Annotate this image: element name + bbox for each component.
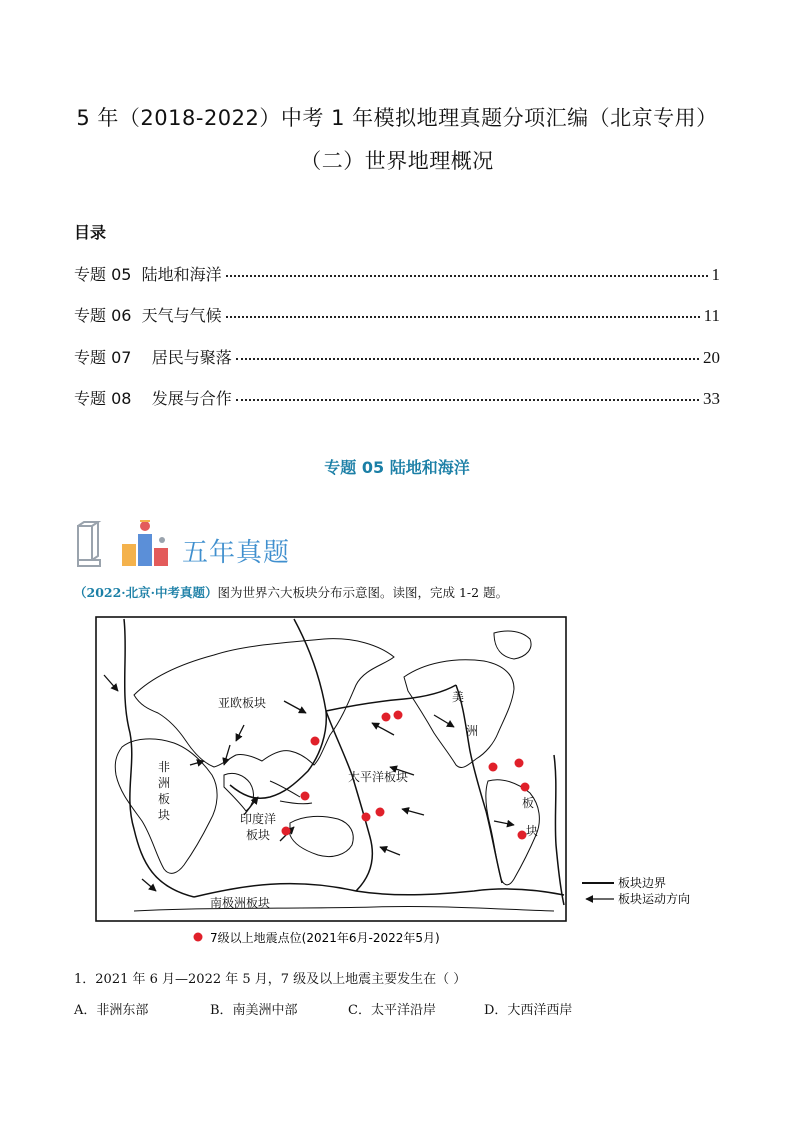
toc-heading: 目录 bbox=[74, 223, 107, 242]
label-america-bottom-1: 板 bbox=[522, 796, 535, 810]
quake-point bbox=[394, 711, 403, 720]
quake-point bbox=[489, 763, 498, 772]
label-africa-4: 块 bbox=[158, 808, 171, 822]
toc-leader bbox=[226, 275, 708, 277]
toc-item[interactable] bbox=[74, 345, 720, 368]
toc-leader bbox=[236, 399, 699, 401]
toc-item-label: 专题 05 陆地和海洋 bbox=[74, 265, 222, 284]
legend-movement-text: 板块运动方向 bbox=[618, 892, 691, 906]
toc-item-page: 33 bbox=[703, 389, 720, 408]
label-america-top-1: 美 bbox=[452, 690, 465, 704]
legend-quake-dot bbox=[194, 933, 203, 942]
toc-item-page: 1 bbox=[711, 265, 720, 284]
toc-item[interactable] bbox=[74, 386, 720, 409]
label-pacific: 太平洋板块 bbox=[348, 770, 409, 784]
quake-point bbox=[362, 813, 371, 822]
option-b[interactable]: B．南美洲中部 bbox=[210, 1003, 298, 1018]
document-title-line2: （二）世界地理概况 bbox=[300, 149, 494, 173]
toc-leader bbox=[226, 316, 700, 318]
quake-point bbox=[282, 827, 291, 836]
quake-point bbox=[521, 783, 530, 792]
section-title: 专题 05 陆地和海洋 bbox=[324, 458, 470, 477]
toc-item-label: 专题 07 居民与聚落 bbox=[74, 348, 232, 367]
banner-text: 五年真题 bbox=[182, 538, 291, 568]
trophy-podium-icon bbox=[122, 520, 168, 566]
question-source: （2022·北京·中考真题） bbox=[74, 585, 218, 600]
podium-number-icon bbox=[78, 522, 100, 566]
legend-boundary-text: 板块边界 bbox=[618, 876, 667, 890]
label-africa-1: 非 bbox=[158, 760, 171, 774]
label-africa-2: 洲 bbox=[158, 776, 171, 790]
toc-item-label: 专题 08 发展与合作 bbox=[74, 389, 232, 408]
label-indian-2: 板块 bbox=[246, 828, 271, 842]
option-a[interactable]: A．非洲东部 bbox=[74, 1003, 149, 1018]
question-intro-text: 图为世界六大板块分布示意图。读图，完成 1-2 题。 bbox=[217, 585, 509, 600]
option-c[interactable]: C．太平洋沿岸 bbox=[348, 1003, 436, 1018]
quake-point bbox=[301, 792, 310, 801]
label-america-bottom-2: 块 bbox=[526, 824, 539, 838]
plate-map bbox=[94, 615, 706, 955]
label-eurasia: 亚欧板块 bbox=[218, 696, 267, 710]
legend-quake-text: 7级以上地震点位(2021年6月-2022年5月) bbox=[210, 931, 440, 945]
toc-item-page: 11 bbox=[703, 306, 720, 325]
option-d[interactable]: D．大西洋西岸 bbox=[484, 1003, 573, 1018]
label-indian-1: 印度洋 bbox=[240, 812, 277, 826]
quake-point bbox=[515, 759, 524, 768]
document-title-line1: 5 年（2018-2022）中考 1 年模拟地理真题分项汇编（北京专用） bbox=[76, 106, 718, 130]
quake-point bbox=[311, 737, 320, 746]
question-text: 1．2021 年 6 月—2022 年 5 月，7 级及以上地震主要发生在（ ） bbox=[74, 972, 467, 987]
toc-leader bbox=[236, 358, 699, 360]
toc-item[interactable] bbox=[74, 303, 720, 326]
toc-item-page: 20 bbox=[703, 348, 720, 367]
quake-point bbox=[376, 808, 385, 817]
label-antarctic: 南极洲板块 bbox=[210, 896, 271, 910]
label-america-top-2: 洲 bbox=[466, 724, 479, 738]
label-africa-3: 板 bbox=[158, 792, 171, 806]
toc-item-label: 专题 06 天气与气候 bbox=[74, 306, 222, 325]
plate-map-svg bbox=[94, 615, 706, 955]
toc-item[interactable] bbox=[74, 262, 720, 285]
question-intro bbox=[74, 583, 508, 601]
quake-point bbox=[382, 713, 391, 722]
